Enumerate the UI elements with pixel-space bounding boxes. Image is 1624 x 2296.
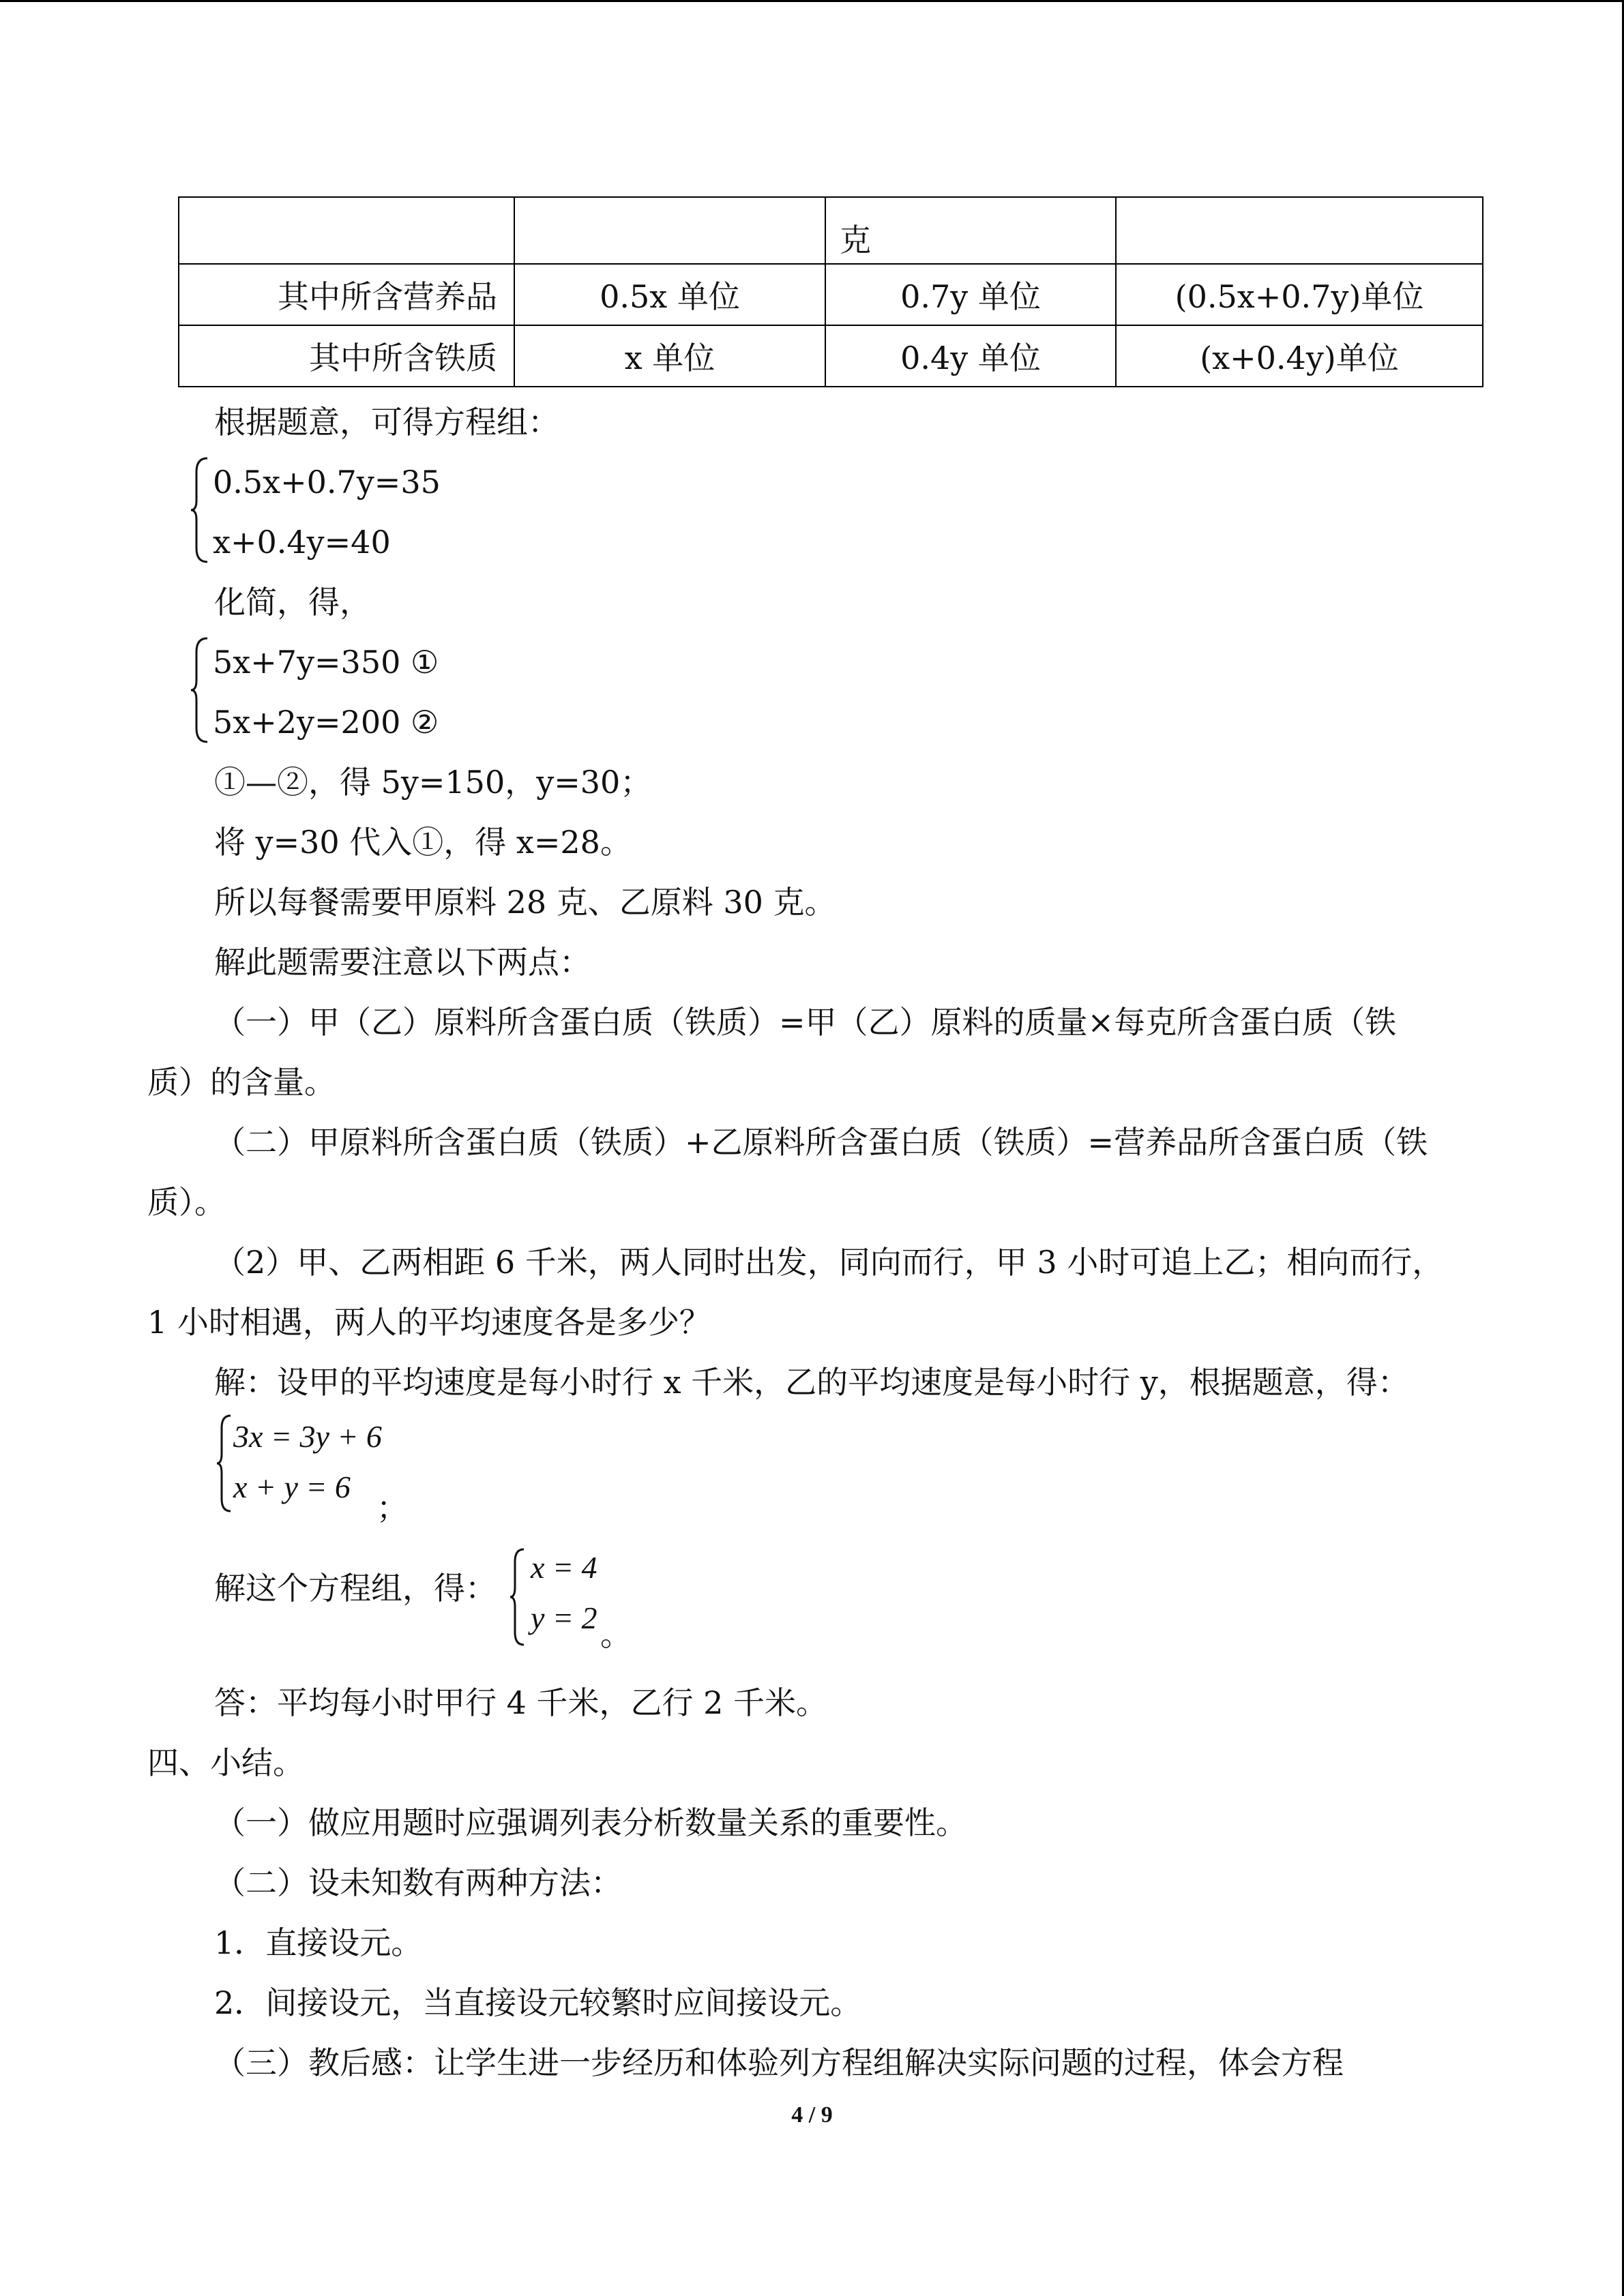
equation-line: x = 4 (531, 1550, 597, 1585)
table-cell (514, 197, 825, 264)
table-cell (179, 197, 514, 264)
text-line: （一）甲（乙）原料所含蛋白质（铁质）=甲（乙）原料的质量×每克所含蛋白质（铁 (214, 1004, 1397, 1041)
text-line: 答：平均每小时甲行 4 千米，乙行 2 千米。 (214, 1684, 828, 1721)
equation-brace (190, 456, 210, 565)
page-number: 4 / 9 (791, 2102, 833, 2128)
table-row (179, 264, 1483, 325)
table-cell: (0.5x+0.7y)单位 (1116, 264, 1483, 325)
table-row (179, 197, 1483, 264)
text-line: ①—②，得 5y=150，y=30； (214, 764, 652, 801)
table-cell (1116, 197, 1483, 264)
equation-line: x+0.4y=40 (213, 524, 391, 561)
text-line: （二）甲原料所含蛋白质（铁质）+乙原料所含蛋白质（铁质）=营养品所含蛋白质（铁 (214, 1124, 1428, 1161)
text-line: （2）甲、乙两相距 6 千米，两人同时出发，同向而行，甲 3 小时可追上乙；相向而行， (214, 1244, 1444, 1281)
table-cell: (x+0.4y)单位 (1116, 325, 1483, 387)
section-heading: 四、小结。 (147, 1744, 304, 1781)
table-cell: 0.4y 单位 (825, 325, 1116, 387)
text-line: 质）。 (147, 1184, 226, 1221)
text-line: 1 小时相遇，两人的平均速度各是多少？ (147, 1304, 711, 1341)
text-line: 将 y=30 代入①，得 x=28。 (214, 824, 632, 861)
equation-line: 5x+2y=200 ② (213, 704, 439, 741)
text-line: 质）的含量。 (147, 1064, 336, 1101)
text-line: 1．直接设元。 (214, 1924, 423, 1961)
text-line: （三）教后感：让学生进一步经历和体验列方程组解决实际问题的过程，体会方程 (214, 2044, 1344, 2081)
table-row (179, 325, 1483, 387)
page-top-border (0, 0, 1624, 2)
equation-line: x + y = 6 (233, 1470, 351, 1504)
equation-line: 3x = 3y + 6 (233, 1419, 382, 1454)
text-line: 所以每餐需要甲原料 28 克、乙原料 30 克。 (214, 884, 836, 921)
table-cell: 克 (825, 197, 1116, 264)
text-line: 解这个方程组，得： (214, 1570, 497, 1607)
text-line: 化简，得， (214, 584, 371, 621)
table-cell: x 单位 (514, 325, 825, 387)
text-line: 根据题意，可得方程组： (214, 404, 559, 441)
equation-brace (190, 636, 210, 745)
text-line: 2．间接设元，当直接设元较繁时应间接设元。 (214, 1984, 862, 2021)
text-line: 解此题需要注意以下两点： (214, 944, 591, 981)
equation-line: y = 2 (531, 1600, 597, 1635)
table-cell: 0.5x 单位 (514, 264, 825, 325)
text-line: 。 (600, 1616, 632, 1653)
table-cell: 0.7y 单位 (825, 264, 1116, 325)
text-line: （二）设未知数有两种方法： (214, 1864, 622, 1901)
equation-brace (216, 1413, 233, 1514)
equation-brace (509, 1547, 527, 1648)
text-line: ； (377, 1489, 408, 1526)
equation-line: 5x+7y=350 ① (213, 644, 439, 681)
text-line: 解：设甲的平均速度是每小时行 x 千米，乙的平均速度是每小时行 y，根据题意，得： (214, 1364, 1409, 1401)
nutrition-table (178, 196, 1483, 387)
table-cell: 其中所含营养品 (179, 264, 514, 325)
table-cell: 其中所含铁质 (179, 325, 514, 387)
equation-line: 0.5x+0.7y=35 (213, 464, 441, 501)
text-line: （一）做应用题时应强调列表分析数量关系的重要性。 (214, 1804, 967, 1841)
